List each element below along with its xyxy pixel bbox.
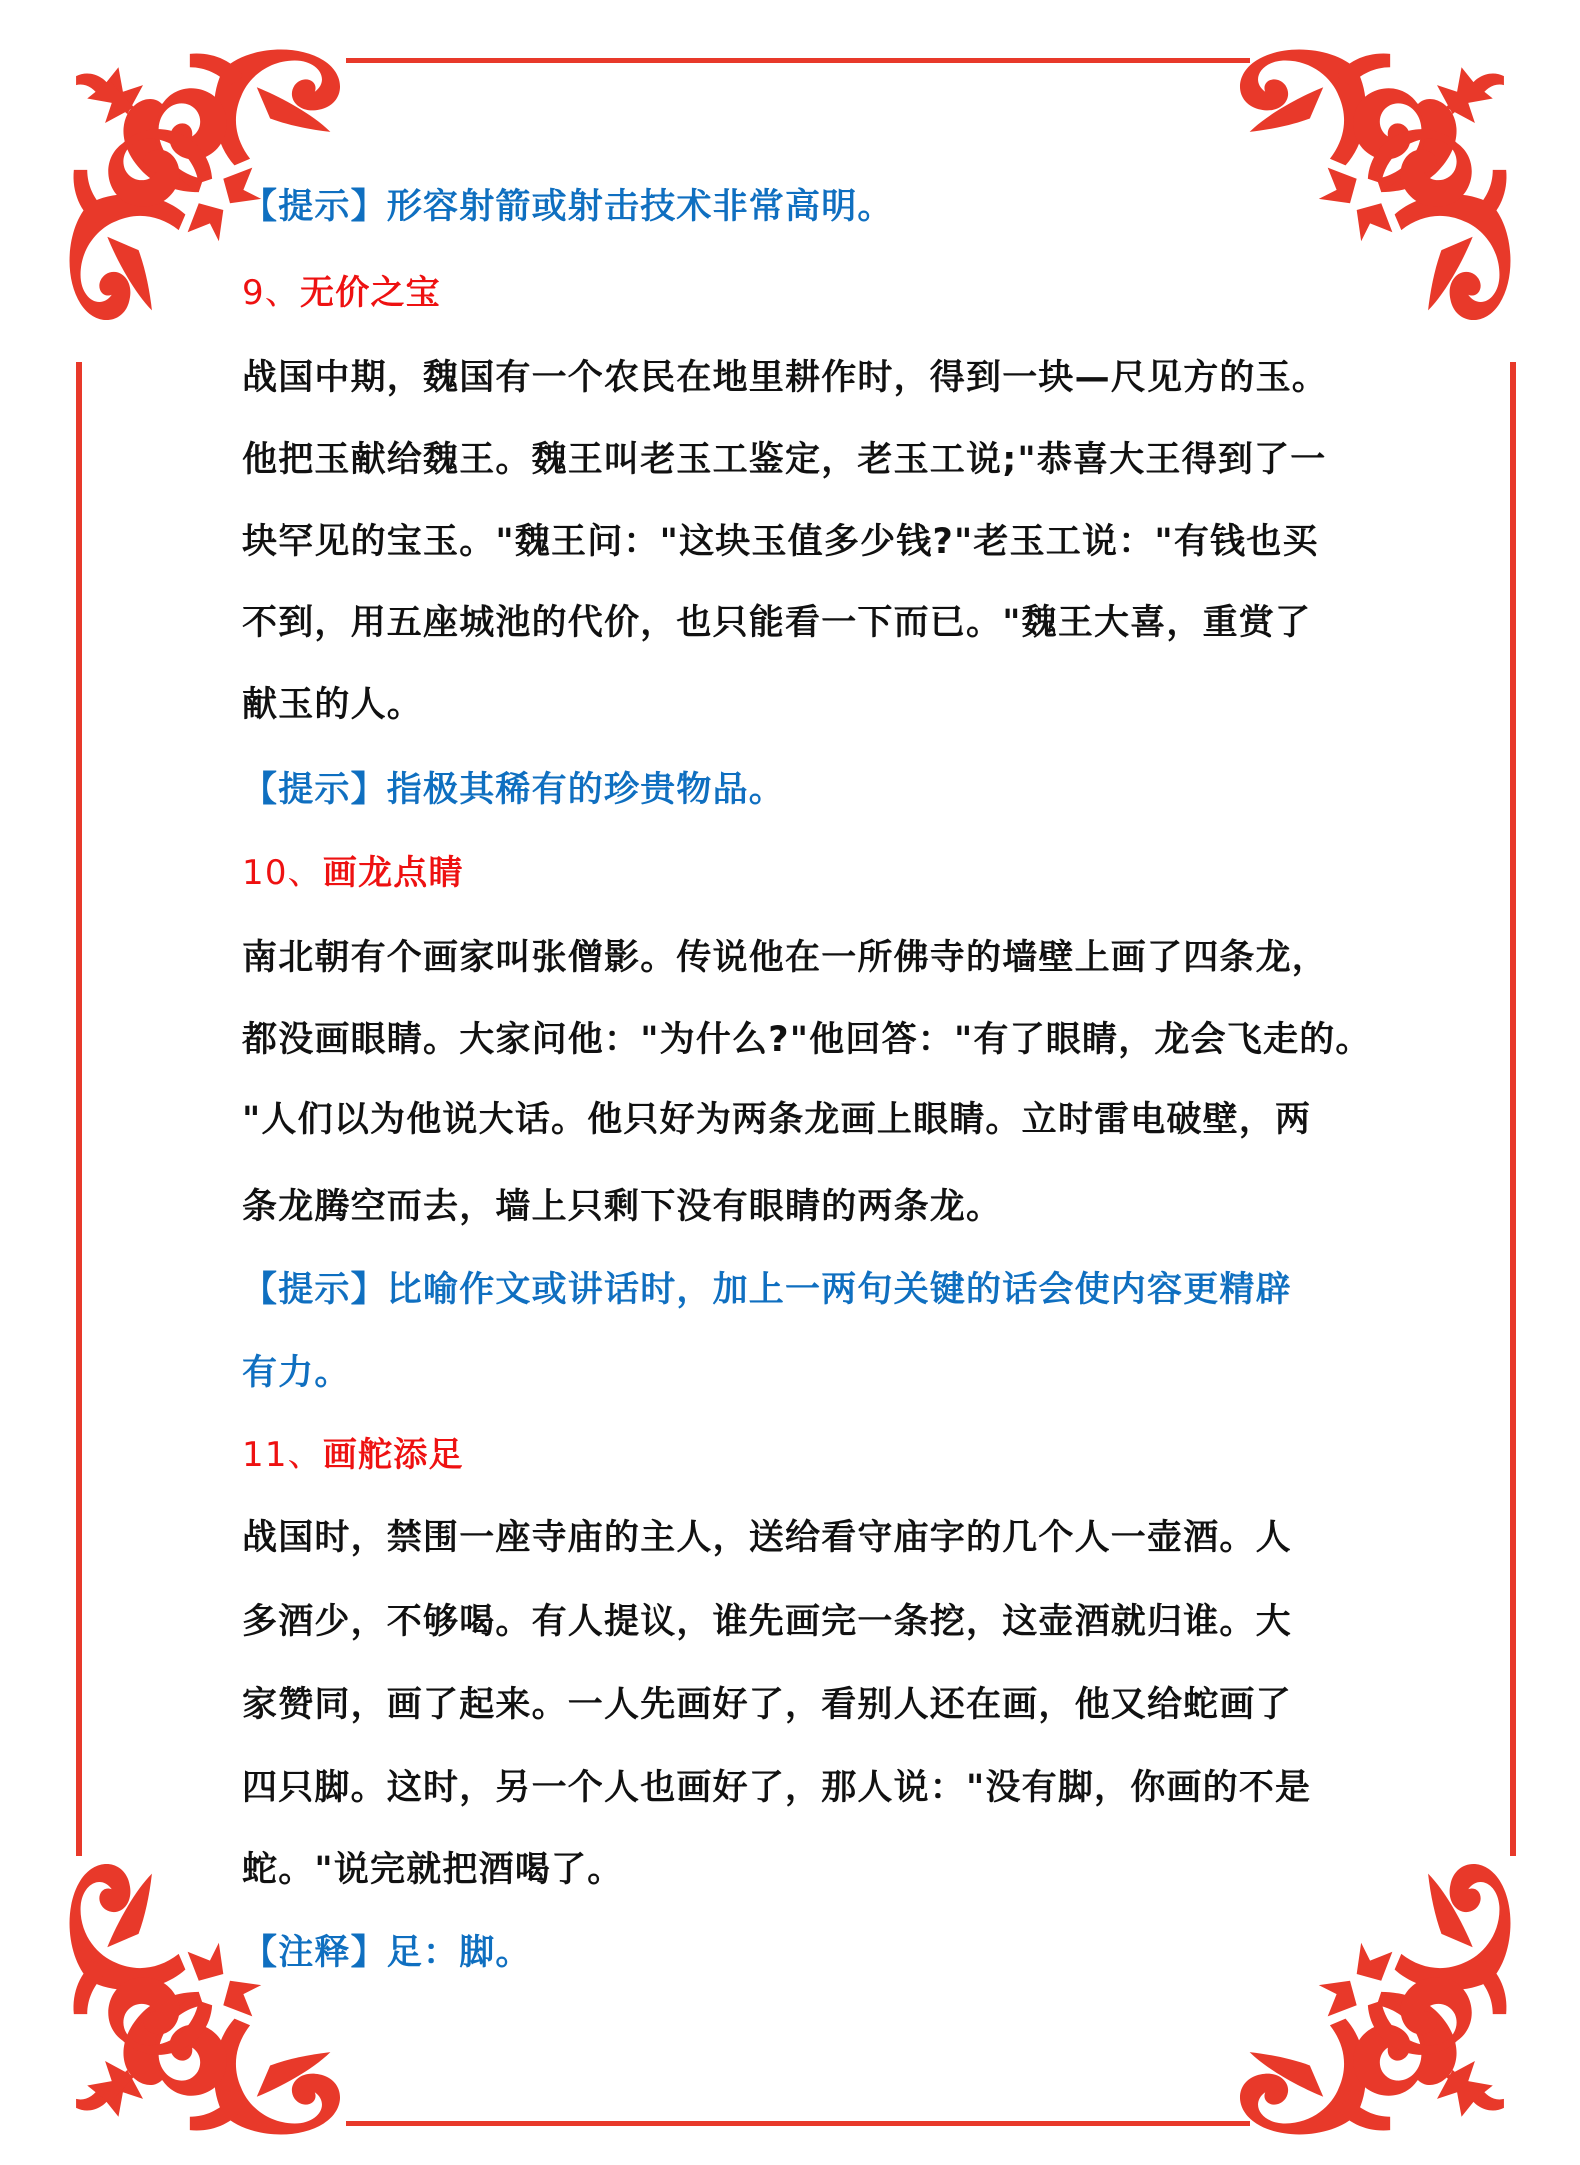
frame-border-top <box>346 58 1250 63</box>
story-line: "人们以为他说大话。他只好为两条龙画上眼睛。立时雷电破壁，两 <box>242 1100 1312 1140</box>
tip-line: 【提示】比喻作文或讲话时，加上一两句关键的话会使内容更精辟 <box>242 1270 1292 1310</box>
frame-border-right <box>1510 362 1516 1856</box>
story-line: 蛇。"说完就把酒喝了。 <box>242 1850 624 1890</box>
frame-border-left <box>76 362 82 1856</box>
story-line: 多酒少，不够喝。有人提议，谁先画完一条挖，这壶酒就归谁。大 <box>242 1602 1292 1642</box>
story-line: 家赞同，画了起来。一人先画好了，看别人还在画，他又给蛇画了 <box>242 1685 1292 1725</box>
heading-number: 10、 <box>242 853 323 893</box>
note-line: 【注释】足：脚。 <box>242 1933 532 1973</box>
idiom-heading-9 <box>242 271 441 315</box>
story-line: 他把玉献给魏王。魏王叫老玉工鉴定，老玉工说;"恭喜大王得到了一 <box>242 440 1327 480</box>
tip-line: 【提示】指极其稀有的珍贵物品。 <box>242 770 786 810</box>
idiom-heading-11 <box>242 1433 464 1477</box>
floral-scroll-icon <box>1234 36 1524 326</box>
story-line: 不到，用五座城池的代价，也只能看一下而已。"魏王大喜，重赏了 <box>242 603 1312 643</box>
floral-scroll-icon <box>1234 1858 1524 2148</box>
story-line: 条龙腾空而去，墙上只剩下没有眼睛的两条龙。 <box>242 1187 1003 1227</box>
tip-line: 【提示】形容射箭或射击技术非常高明。 <box>242 187 894 227</box>
corner-ornament-top-right <box>1234 36 1524 326</box>
story-line: 战国时，禁围一座寺庙的主人，送给看守庙字的几个人一壶酒。人 <box>242 1518 1292 1558</box>
heading-title: 画舵添足 <box>322 1435 464 1475</box>
heading-number: 9、 <box>242 273 301 313</box>
story-line: 献玉的人。 <box>242 685 424 725</box>
frame-border-bottom <box>346 2121 1250 2126</box>
heading-number: 11、 <box>242 1435 323 1475</box>
story-line: 南北朝有个画家叫张僧影。传说他在一所佛寺的墙壁上画了四条龙， <box>242 938 1329 978</box>
story-line: 战国中期，魏国有一个农民在地里耕作时，得到一块—尺见方的玉。 <box>242 358 1329 398</box>
tip-line: 有力。 <box>242 1353 351 1393</box>
heading-title: 画龙点睛 <box>322 853 464 893</box>
corner-ornament-bottom-right <box>1234 1858 1524 2148</box>
idiom-heading-10 <box>242 851 464 895</box>
story-line: 块罕见的宝玉。"魏王问："这块玉值多少钱?"老玉工说："有钱也买 <box>242 522 1319 562</box>
heading-title: 无价之宝 <box>300 273 441 313</box>
corner-ornament-bottom-left <box>56 1858 346 2148</box>
floral-scroll-icon <box>56 1858 346 2148</box>
story-line: 四只脚。这时，另一个人也画好了，那人说："没有脚，你画的不是 <box>242 1768 1312 1808</box>
story-line: 都没画眼睛。大家问他："为什么?"他回答："有了眼睛，龙会飞走的。 <box>242 1020 1372 1060</box>
